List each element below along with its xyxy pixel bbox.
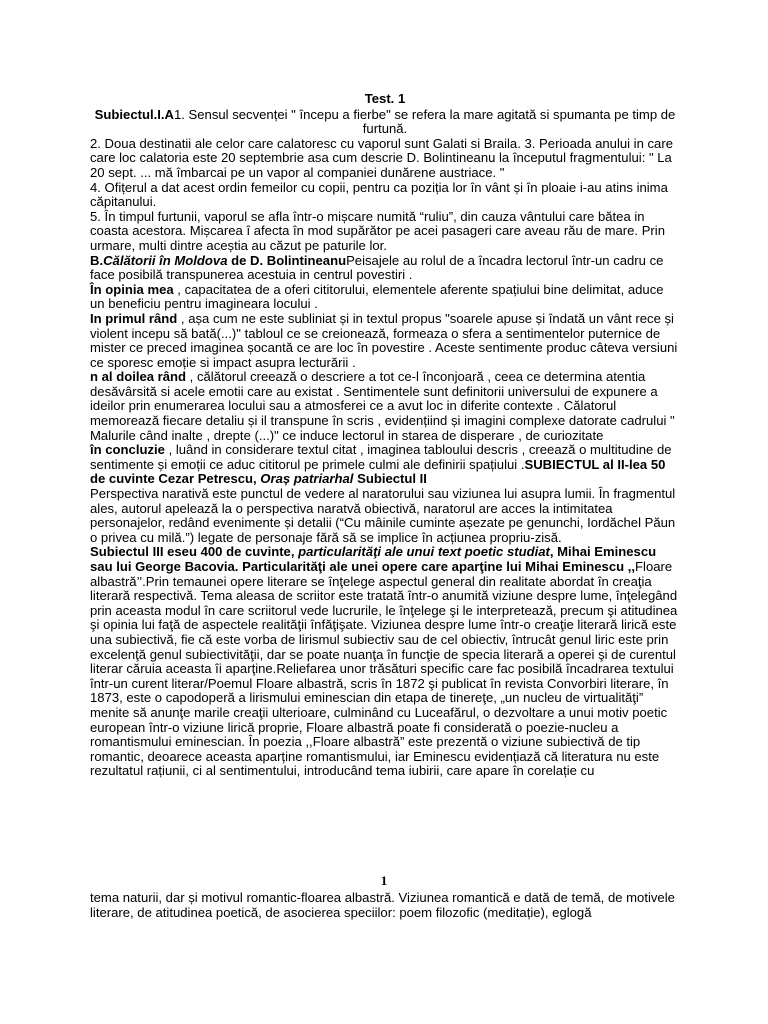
paragraph-first [90,312,680,370]
first-text: , așa cum ne este subliniat și in textul propus "soarele apuse și îndată un vânt rece și violent incepu să bată(...)" tabloul ce se creionează, formeaza o sfera a sentimentelor puternice de mister ce preced imaginea șocantă ce are loc în povestire . Aceste sentimente produc câteva versiuni ce sporesc emoție si impact asupra lecturării . [90,310,678,370]
opinion-label: În opinia mea [90,281,174,297]
paragraph-second [90,370,680,443]
second-text: , călătorul creează o descriere a tot ce-l înconjoară , ceea ce determina atentia desăvârsită si acele emotii care au existat . Sentimentele sunt definitorii universului de expunere a ideilor prin enumerarea locului sau a atmosferei ce a avut loc in diferite contexte . Călatorul memorează fiecare detaliu și il transpune în scris , evidențiind și imagini complexe datorate cadrului " Malurile când inalte , drepte (...)" ce induce lectorul in starea de disperare , de curiozitate [90,369,675,443]
page-number: 1 [380,873,388,888]
paragraph-subject-3 [90,545,680,779]
opinion-text: , capacitatea de a oferi cititorului, elementele aferente spațiului bine delimitat, aduce un beneficiu pentru imagineara locului . [90,281,664,312]
paragraph-subject-2: Perspectiva narativă este punctul de vedere al naratorului sau viziunea lui asupra lumii. În fragmentul ales, autorul apelează la o perspectiva naratvă obiectivă, naratorul are acces la intimitatea personajelor, redând evenimente și detalii (“Cu mâinile cuminte așezate pe genunchi, Iordăchel Păun o privea cu milă.”) legate de personaje fără să se implice în acțiunea propriu-zisă. [90,486,676,545]
subject-b-author: de D. Bolintineanu [227,252,347,268]
second-label: n al doilea rând [90,369,187,385]
subject-2-label: SUBIECTUL al II-lea 50 de cuvinte Cezar Petrescu, [90,456,666,487]
paragraph-opinion [90,283,680,312]
paragraph-5: 5. În timpul furtunii, vaporul se afla într-o mișcare numită “ruliu”, din cauza vântului care bătea in coasta acestora. Mișcarea î afecta în mod supărător pe acei pasageri care aveau rău de mare. Prin urmare, multi dintre aceștia au căzut pe paturile lor. [90,208,665,253]
subject-1-text: 1. Sensul secvenței " începu a fierbe" se refera la mare agitată si spumanta pe timp de furtună. [173,106,676,137]
subject-1-label: Subiectul.I.A [94,106,174,122]
conclusion-text: , luând in considerare textul citat , imaginea tabloului descris , creează o multitudine de sentimente și emoții ce aduc cititorul pe primele culmi ale definirii spațiului . [90,442,672,472]
subject-2-label-2: Subiectul II [353,471,427,487]
paragraph-4: 4. Ofițerul a dat acest ordin femeilor cu copii, pentru ca poziția lor în vânt și în ploaie i-au atins inima căpitanului. [90,179,668,210]
subject-1-b [90,254,680,283]
subject-3-title: particularităţi ale unui text poetic studiat [298,544,550,560]
paragraph-conclusion [90,443,680,487]
next-page-body [90,891,680,920]
subject-3-label: Subiectul III eseu 400 de cuvinte, [90,544,299,560]
first-label: In primul rând [90,310,178,326]
subject-b-text: Peisajele au rolul de a încadra lectorul într-un cadru ce face posibilă transpunerea acestuia in centrul povestiri . [90,252,664,283]
subject-b-title: Călătorii în Moldova [103,252,228,268]
subject-3-label-2: , Mihai Eminescu sau lui George Bacovia. Particularităţi ale unei opere care aparţine lui Mihai Eminescu ,, [90,544,657,574]
paragraph-2: 2. Doua destinatii ale celor care calatoresc cu vaporul sunt Galati si Braila. 3. Perioada anului in care care loc calatoria este 20 septembrie asa cum descrie D. Bolintineanu la începutul fragmentului: " La 20 sept. ... mă îmbarcai pe un vapor al companiei dunărene austriace. " [90,135,673,180]
conclusion-label: în concluzie [90,442,165,458]
document-body [90,92,680,779]
paragraph-continued: tema naturii, dar și motivul romantic-floarea albastră. Viziunea romantică e dată de temă, de motivele literare, de atitudinea poetică, de asocierea speciilor: poem filozofic (meditație), eglogă [90,890,675,920]
document-title: Test. 1 [364,91,406,106]
subject-b-label: B. [90,252,104,268]
subject-3-text: Floare albastră’’.Prin temaunei opere literare se înţelege aspectul general din realitate abordat în creaţia literară respectivă. Tema aleasa de scriitor este tratată într-o anumită viziune despre lume, înţelegând prin aceasta modul în care scriitorul vede lucrurile, le înţelege şi le interpretează, precum şi atitudinea şi opinia lui faţă de aspectele realităţii înfăţişate. Viziunea despre lume într-o creaţie literară lirică este una subiectivă, fie că este vorba de lirismul subiectiv sau de cel obiectiv, întrucât genul liric este prin excelenţă genul subiectivităţii, dar se poate nuanţa în funcţie de specia literară a operei şi de curentul literar căruia aceasta îi aparţine.Reliefarea unor trăsături specific care fac posibilă încadrarea textului într-un curent literar/Poemul Floare albastră, scris în 1872 şi publicat în revista Convorbiri literare, în 1873, este o capodoperă a lirismului eminescian din etapa de tinereţe, „un nucleu de virtualităţi” menite să anunţe marile creaţii ulterioare, culminând cu Luceafărul, o dezvoltare a unui motiv poetic european într-o viziune lirică proprie, Floare albastră poate fi considerată o poezie-nucleu a romantismului eminescian. În poezia ,,Floare albastră” este prezentă o viziune subiectivă de tip romantic, deoarece aceasta aparține romantismului, iar Eminescu evidențiază că literatura nu este rezultatul rațiunii, ci al sentimentului, introducând tema iubirii, care apare în corelație cu [90,559,678,779]
subject-1-a [90,108,680,137]
subject-2-title: Oraș patriarhal [260,471,354,487]
